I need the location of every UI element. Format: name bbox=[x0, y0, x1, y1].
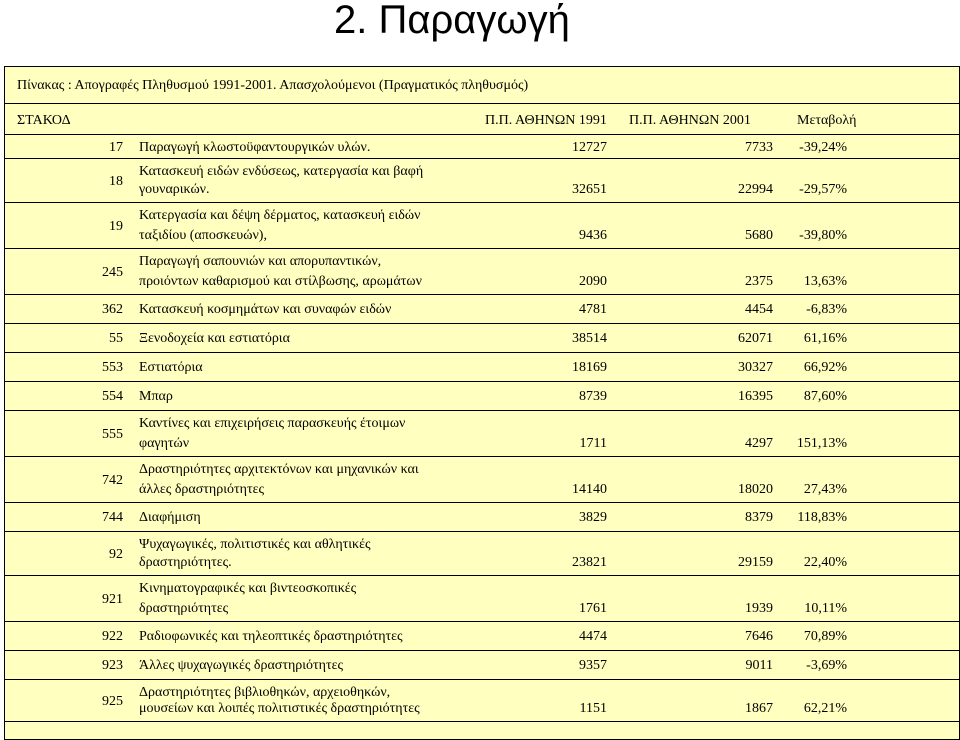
row-code: 554 bbox=[102, 389, 123, 404]
row-name-line2: δραστηριότητες bbox=[139, 601, 229, 616]
row-change: 62,21% bbox=[803, 701, 847, 716]
row-code: 742 bbox=[102, 473, 123, 488]
row-name-line2: δραστηριότητες. bbox=[139, 555, 232, 570]
table-row bbox=[5, 249, 959, 295]
row-code: 55 bbox=[109, 331, 123, 346]
row-value-2001: 1867 bbox=[745, 701, 773, 716]
row-name: Παραγωγή κλωστοϋφαντουργικών υλών. bbox=[139, 140, 371, 155]
row-name: Μπαρ bbox=[139, 389, 173, 404]
row-value-1991: 4474 bbox=[579, 629, 607, 644]
table-row bbox=[5, 503, 959, 532]
row-change: 151,13% bbox=[796, 436, 847, 451]
row-change: 70,89% bbox=[803, 629, 847, 644]
row-value-1991: 2090 bbox=[579, 274, 607, 289]
row-value-1991: 38514 bbox=[572, 331, 607, 346]
row-value-2001: 30327 bbox=[738, 360, 773, 375]
row-name-line2: άλλες δραστηριότητες bbox=[139, 482, 264, 497]
row-code: 245 bbox=[102, 265, 123, 280]
table-row bbox=[5, 382, 959, 411]
row-name-line2: μουσείων και λοιπές πολιτιστικές δραστηριότητες bbox=[139, 701, 420, 716]
row-value-1991: 23821 bbox=[572, 555, 607, 570]
row-name-line1: Κατασκευή ειδών ενδύσεως, κατεργασία και βαφή bbox=[139, 164, 424, 179]
row-value-2001: 7733 bbox=[745, 140, 773, 155]
table-row bbox=[5, 135, 959, 159]
row-name-line1: Παραγωγή σαπουνιών και απορυπαντικών, bbox=[139, 254, 382, 269]
row-value-1991: 18169 bbox=[572, 360, 607, 375]
row-value-2001: 5680 bbox=[745, 228, 773, 243]
row-change: 61,16% bbox=[803, 331, 847, 346]
row-code: 923 bbox=[102, 658, 123, 673]
row-value-2001: 18020 bbox=[738, 482, 773, 497]
header-code: ΣΤΑΚΟΔ bbox=[17, 113, 71, 128]
row-name-line1: Ψυχαγωγικές, πολιτιστικές και αθλητικές bbox=[139, 537, 371, 552]
row-change: 118,83% bbox=[797, 510, 847, 525]
row-value-1991: 14140 bbox=[572, 482, 607, 497]
row-change: -39,80% bbox=[799, 228, 847, 243]
row-name-line1: Δραστηριότητες βιβλιοθηκών, αρχειοθηκών, bbox=[139, 685, 391, 700]
row-code: 92 bbox=[109, 547, 123, 562]
row-value-2001: 1939 bbox=[745, 601, 773, 616]
table-header-row bbox=[5, 104, 959, 135]
row-value-1991: 32651 bbox=[572, 182, 607, 197]
row-value-2001: 8379 bbox=[745, 510, 773, 525]
table-row bbox=[5, 353, 959, 382]
row-code: 18 bbox=[109, 174, 123, 189]
row-code: 553 bbox=[102, 360, 123, 375]
row-code: 19 bbox=[109, 219, 123, 234]
row-value-1991: 3829 bbox=[579, 510, 607, 525]
row-name-line2: φαγητών bbox=[139, 436, 190, 451]
row-value-2001: 7646 bbox=[745, 629, 773, 644]
row-change: -39,24% bbox=[799, 140, 847, 155]
row-change: 66,92% bbox=[803, 360, 847, 375]
row-name: Άλλες ψυχαγωγικές δραστηριότητες bbox=[139, 658, 344, 673]
row-name-line1: Κατεργασία και δέψη δέρματος, κατασκευή ειδών bbox=[139, 208, 421, 223]
row-value-1991: 8739 bbox=[579, 389, 607, 404]
row-value-2001: 2375 bbox=[745, 274, 773, 289]
row-value-1991: 9436 bbox=[579, 228, 607, 243]
table-row bbox=[5, 532, 959, 576]
table-row bbox=[5, 680, 959, 722]
row-value-2001: 4454 bbox=[745, 302, 773, 317]
table-caption-row bbox=[5, 67, 959, 104]
row-value-1991: 1761 bbox=[579, 601, 607, 616]
row-change: 13,63% bbox=[803, 274, 847, 289]
row-name: Εστιατόρια bbox=[139, 360, 203, 375]
row-value-2001: 62071 bbox=[738, 331, 773, 346]
row-value-1991: 12727 bbox=[572, 140, 607, 155]
row-value-2001: 29159 bbox=[738, 555, 773, 570]
row-name-line2: γουναρικών. bbox=[139, 182, 210, 197]
row-change: -6,83% bbox=[806, 302, 847, 317]
header-2001: Π.Π. ΑΘΗΝΩΝ 2001 bbox=[629, 113, 751, 128]
table-row bbox=[5, 457, 959, 503]
row-value-2001: 4297 bbox=[745, 436, 773, 451]
table-row bbox=[5, 203, 959, 249]
row-name: Κατασκευή κοσμημάτων και συναφών ειδών bbox=[139, 302, 392, 317]
row-name-line1: Δραστηριότητες αρχιτεκτόνων και μηχανικών και bbox=[139, 462, 419, 477]
table-row bbox=[5, 324, 959, 353]
table-row bbox=[5, 411, 959, 457]
row-name-line2: ταξιδίου (αποσκευών), bbox=[139, 228, 267, 243]
header-change: Μεταβολή bbox=[797, 113, 857, 128]
row-value-2001: 16395 bbox=[738, 389, 773, 404]
row-code: 922 bbox=[102, 629, 123, 644]
row-code: 744 bbox=[102, 510, 123, 525]
row-value-1991: 1151 bbox=[579, 701, 607, 716]
table-row bbox=[5, 295, 959, 324]
row-change: -3,69% bbox=[806, 658, 847, 673]
row-code: 555 bbox=[102, 427, 123, 442]
row-change: 22,40% bbox=[803, 555, 847, 570]
row-change: 10,11% bbox=[804, 601, 847, 616]
row-change: -29,57% bbox=[799, 182, 847, 197]
row-name: Ραδιοφωνικές και τηλεοπτικές δραστηριότητες bbox=[139, 629, 403, 644]
row-change: 27,43% bbox=[803, 482, 847, 497]
row-change: 87,60% bbox=[803, 389, 847, 404]
row-name-line1: Καντίνες και επιχειρήσεις παρασκευής έτοιμων bbox=[139, 416, 406, 431]
slide-title: 2. Παραγωγή bbox=[334, 0, 570, 42]
row-code: 17 bbox=[109, 140, 123, 155]
row-code: 925 bbox=[102, 694, 123, 709]
row-value-2001: 9011 bbox=[745, 658, 773, 673]
row-code: 921 bbox=[102, 592, 123, 607]
row-code: 362 bbox=[102, 302, 123, 317]
header-1991: Π.Π. ΑΘΗΝΩΝ 1991 bbox=[485, 113, 607, 128]
table-row bbox=[5, 651, 959, 680]
row-value-1991: 1711 bbox=[579, 436, 607, 451]
row-value-1991: 9357 bbox=[579, 658, 607, 673]
employment-table bbox=[4, 66, 960, 740]
row-name-line2: προιόντων καθαρισμού και στίλβωσης, αρωμάτων bbox=[139, 274, 422, 289]
table-caption: Πίνακας : Απογραφές Πληθυσμού 1991-2001. Απασχολούμενοι (Πραγματικός πληθυσμός) bbox=[17, 78, 529, 93]
row-value-1991: 4781 bbox=[579, 302, 607, 317]
row-value-2001: 22994 bbox=[738, 182, 773, 197]
table-row bbox=[5, 622, 959, 651]
table-row bbox=[5, 159, 959, 203]
row-name: Διαφήμιση bbox=[139, 510, 201, 525]
row-name: Ξενοδοχεία και εστιατόρια bbox=[139, 331, 290, 346]
row-name-line1: Κινηματογραφικές και βιντεοσκοπικές bbox=[139, 581, 357, 596]
table-row bbox=[5, 576, 959, 622]
